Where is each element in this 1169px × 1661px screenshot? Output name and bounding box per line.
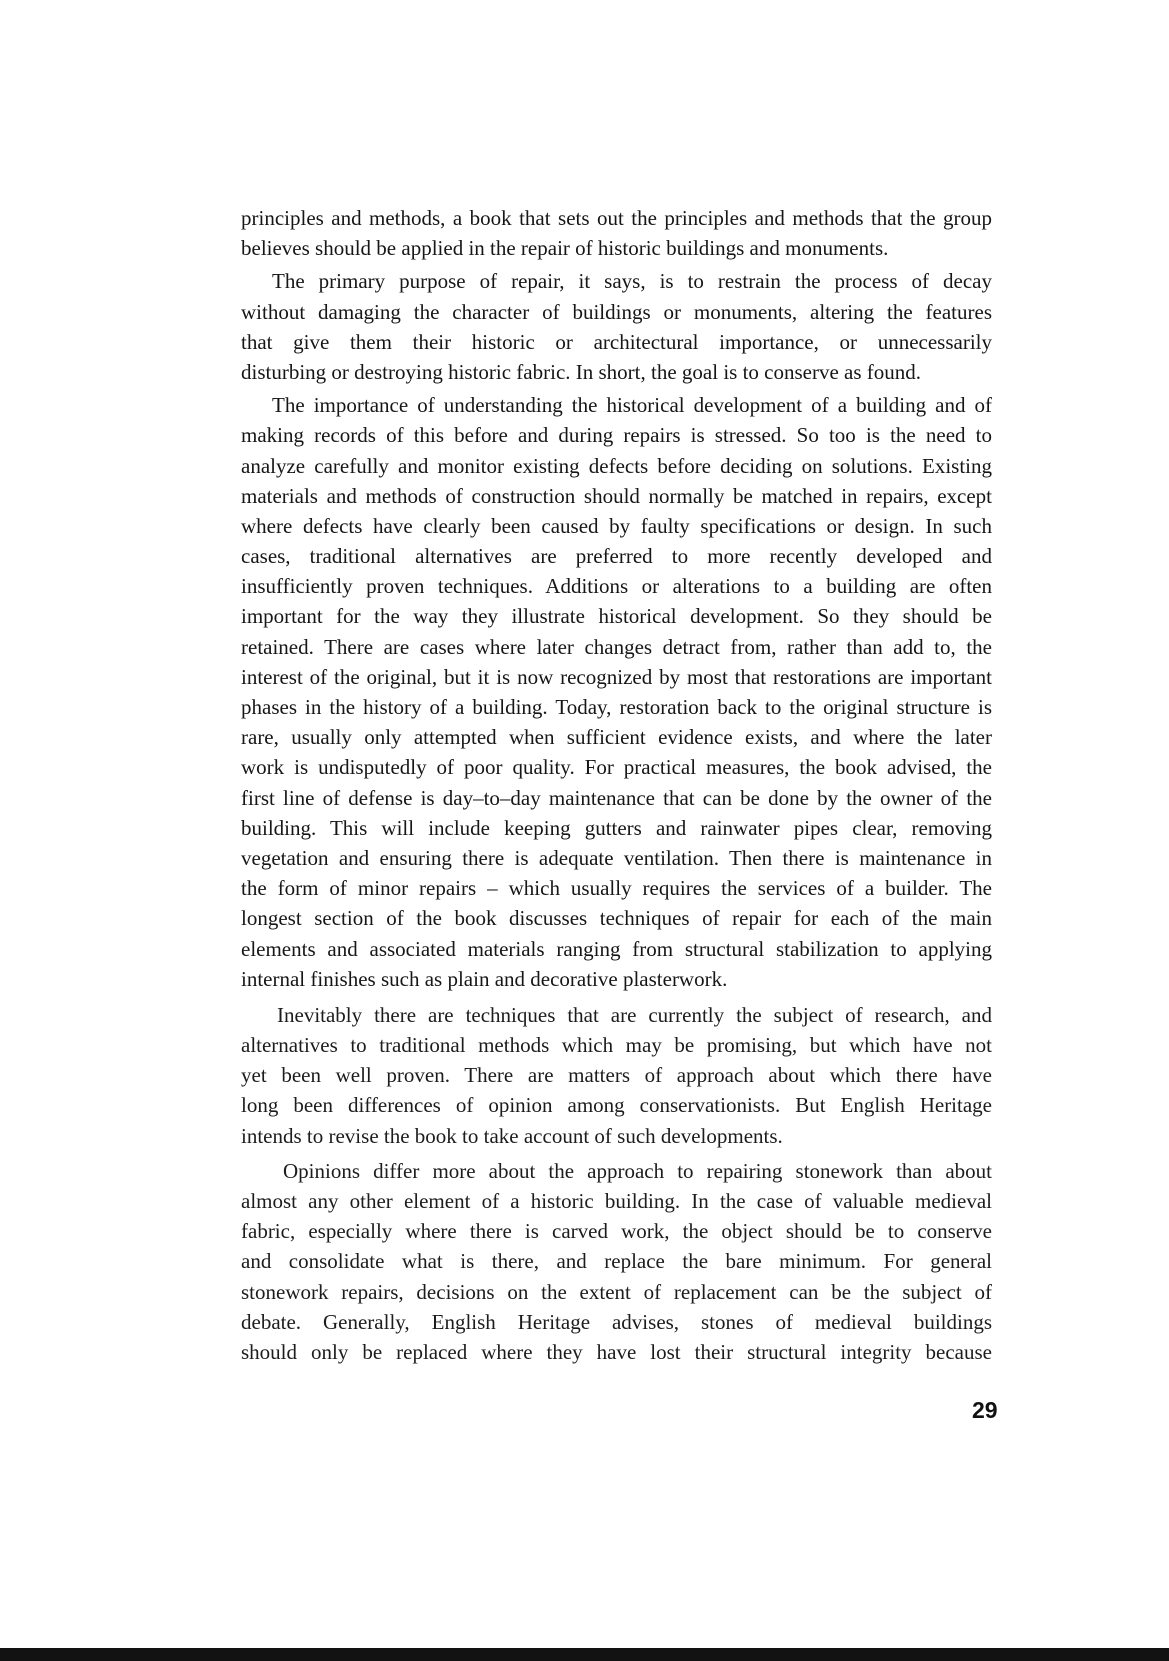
text-line: cases, traditional alternatives are preferred to more recently developed and — [241, 544, 992, 569]
text-line: debate. Generally, English Heritage advises, stones of medieval buildings — [241, 1309, 992, 1334]
paragraph — [241, 266, 992, 387]
text-line: fabric, especially where there is carved work, the object should be to conserve — [241, 1219, 992, 1244]
text-line: phases in the history of a building. Today, restoration back to the original structure is — [241, 695, 992, 719]
text-line: materials and methods of construction should normally be matched in repairs, except — [241, 483, 992, 508]
text-line: principles and methods, a book that sets out the principles and methods that the group — [241, 206, 992, 230]
text-line: believes should be applied in the repair of historic buildings and monuments. — [241, 236, 889, 261]
text-line: analyze carefully and monitor existing defects before deciding on solutions. Existing — [241, 453, 992, 478]
text-line: alternatives to traditional methods which may be promising, but which have not — [241, 1033, 992, 1058]
text-line: first line of defense is day–to–day maintenance that can be done by the owner of the — [241, 785, 992, 810]
text-line: insufficiently proven techniques. Additions or alterations to a building are often — [241, 574, 992, 599]
text-line: building. This will include keeping gutters and rainwater pipes clear, removing — [241, 815, 992, 840]
paragraph — [241, 390, 992, 994]
text-line: elements and associated materials ranging from structural stabilization to applying — [241, 936, 992, 961]
text-line: work is undisputedly of poor quality. For practical measures, the book advised, the — [241, 755, 992, 780]
text-line: without damaging the character of buildings or monuments, altering the features — [241, 299, 992, 324]
text-line: rare, usually only attempted when sufficient evidence exists, and where the later — [241, 725, 992, 750]
text-line: interest of the original, but it is now recognized by most that restorations are important — [241, 664, 992, 689]
text-line: internal finishes such as plain and decorative plasterwork. — [241, 966, 728, 991]
text-line: the form of minor repairs – which usually requires the services of a builder. The — [241, 876, 992, 901]
text-line: and consolidate what is there, and replace the bare minimum. For general — [241, 1249, 992, 1274]
scan-border — [0, 1648, 1169, 1661]
body-text — [241, 203, 992, 1367]
text-line: where defects have clearly been caused by faulty specifications or design. In such — [241, 513, 992, 538]
paragraph — [241, 1000, 992, 1151]
text-line: that give them their historic or architectural importance, or unnecessarily — [241, 329, 992, 354]
text-line: longest section of the book discusses techniques of repair for each of the main — [241, 906, 992, 931]
text-line: Opinions differ more about the approach to repairing stonework than about — [283, 1158, 992, 1183]
text-line: important for the way they illustrate historical development. So they should be — [241, 604, 992, 629]
text-line: making records of this before and during repairs is stressed. So too is the need to — [241, 423, 992, 448]
text-line: yet been well proven. There are matters of approach about which there have — [241, 1063, 992, 1088]
text-line: The importance of understanding the historical development of a building and of — [272, 393, 992, 418]
paragraph — [241, 203, 992, 263]
text-line: stonework repairs, decisions on the extent of replacement can be the subject of — [241, 1279, 992, 1304]
text-line: The primary purpose of repair, it says, is to restrain the process of decay — [272, 269, 992, 294]
paragraph — [241, 1156, 992, 1367]
text-line: disturbing or destroying historic fabric. In short, the goal is to conserve as found. — [241, 359, 922, 384]
text-line: Inevitably there are techniques that are currently the subject of research, and — [277, 1002, 992, 1027]
text-line: vegetation and ensuring there is adequate ventilation. Then there is maintenance in — [241, 845, 992, 870]
text-line: retained. There are cases where later changes detract from, rather than add to, the — [241, 634, 992, 659]
text-line: intends to revise the book to take account of such developments. — [241, 1123, 783, 1148]
text-line: long been differences of opinion among conservationists. But English Heritage — [241, 1093, 992, 1118]
text-line: should only be replaced where they have lost their structural integrity because — [241, 1339, 992, 1364]
text-line: almost any other element of a historic building. In the case of valuable medieval — [241, 1189, 992, 1213]
page-number: 29 — [972, 1397, 998, 1423]
